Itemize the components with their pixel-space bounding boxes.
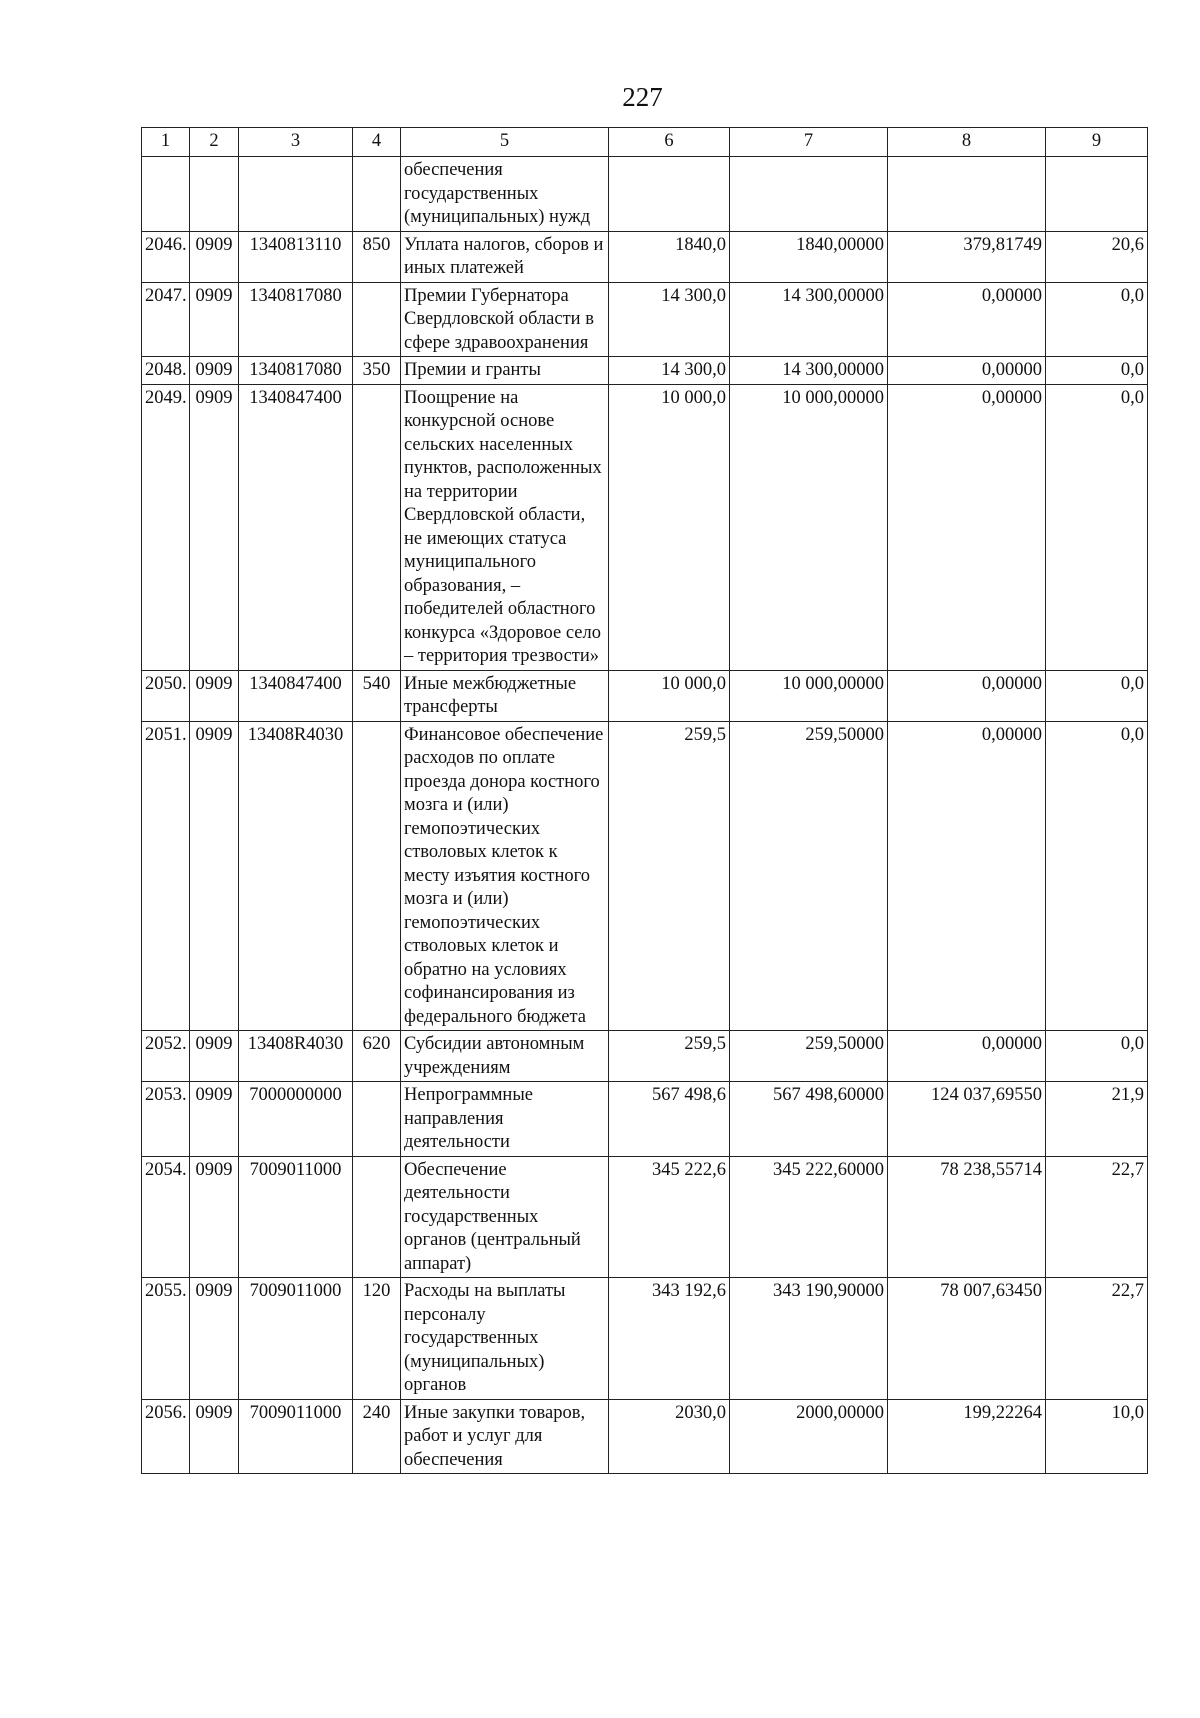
header-col-4: 4 — [353, 128, 401, 157]
value-col-6: 259,5 — [609, 1031, 730, 1082]
expense-type-code — [353, 721, 401, 1031]
value-col-8: 78 007,63450 — [888, 1278, 1046, 1400]
expense-type-code: 350 — [353, 357, 401, 385]
value-col-9: 0,0 — [1046, 670, 1148, 721]
section-code: 0909 — [190, 282, 239, 357]
row-number: 2051. — [142, 721, 190, 1031]
expense-type-code: 620 — [353, 1031, 401, 1082]
table-body — [142, 157, 1148, 1474]
row-number: 2046. — [142, 231, 190, 282]
value-col-6: 2030,0 — [609, 1399, 730, 1474]
value-col-9: 0,0 — [1046, 721, 1148, 1031]
value-col-7: 345 222,60000 — [730, 1156, 888, 1278]
row-number: 2048. — [142, 357, 190, 385]
value-col-6: 10 000,0 — [609, 670, 730, 721]
value-col-9: 0,0 — [1046, 1031, 1148, 1082]
row-number: 2052. — [142, 1031, 190, 1082]
expense-type-code: 240 — [353, 1399, 401, 1474]
target-article-code: 13408R4030 — [239, 721, 353, 1031]
expense-type-code — [353, 157, 401, 232]
value-col-7: 343 190,90000 — [730, 1278, 888, 1400]
section-code: 0909 — [190, 231, 239, 282]
section-code: 0909 — [190, 1278, 239, 1400]
value-col-6: 259,5 — [609, 721, 730, 1031]
table-row — [142, 231, 1148, 282]
value-col-6: 343 192,6 — [609, 1278, 730, 1400]
value-col-7 — [730, 157, 888, 232]
section-code: 0909 — [190, 721, 239, 1031]
header-col-5: 5 — [401, 128, 609, 157]
section-code: 0909 — [190, 1156, 239, 1278]
table-row — [142, 670, 1148, 721]
value-col-8: 0,00000 — [888, 1031, 1046, 1082]
section-code: 0909 — [190, 384, 239, 670]
value-col-9: 22,7 — [1046, 1278, 1148, 1400]
row-number — [142, 157, 190, 232]
value-col-7: 259,50000 — [730, 721, 888, 1031]
item-name: Поощрение на конкурсной основе сельских населенных пунктов, расположенных на территории Свердловской области, не имеющих статуса муниципального образования, – победителей областного конкурса «Здоровое село – территория трезвости» — [401, 384, 609, 670]
header-row — [142, 128, 1148, 157]
row-number: 2050. — [142, 670, 190, 721]
section-code: 0909 — [190, 1082, 239, 1157]
value-col-7: 14 300,00000 — [730, 357, 888, 385]
value-col-6 — [609, 157, 730, 232]
target-article-code: 1340817080 — [239, 357, 353, 385]
value-col-8: 0,00000 — [888, 282, 1046, 357]
section-code: 0909 — [190, 1031, 239, 1082]
expense-type-code — [353, 282, 401, 357]
item-name: Иные межбюджетные трансферты — [401, 670, 609, 721]
header-col-3: 3 — [239, 128, 353, 157]
value-col-6: 1840,0 — [609, 231, 730, 282]
table-row — [142, 721, 1148, 1031]
row-number: 2056. — [142, 1399, 190, 1474]
value-col-9: 21,9 — [1046, 1082, 1148, 1157]
item-name: обеспечения государственных (муниципальных) нужд — [401, 157, 609, 232]
table-row — [142, 1278, 1148, 1400]
row-number: 2047. — [142, 282, 190, 357]
value-col-8: 78 238,55714 — [888, 1156, 1046, 1278]
value-col-8: 379,81749 — [888, 231, 1046, 282]
section-code: 0909 — [190, 670, 239, 721]
expense-type-code — [353, 384, 401, 670]
row-number: 2053. — [142, 1082, 190, 1157]
header-col-1: 1 — [142, 128, 190, 157]
target-article-code: 7000000000 — [239, 1082, 353, 1157]
table-row — [142, 1031, 1148, 1082]
item-name: Обеспечение деятельности государственных органов (центральный аппарат) — [401, 1156, 609, 1278]
row-number: 2055. — [142, 1278, 190, 1400]
section-code: 0909 — [190, 1399, 239, 1474]
value-col-9: 0,0 — [1046, 384, 1148, 670]
value-col-9: 20,6 — [1046, 231, 1148, 282]
target-article-code: 1340813110 — [239, 231, 353, 282]
expense-type-code: 540 — [353, 670, 401, 721]
value-col-8: 0,00000 — [888, 721, 1046, 1031]
expense-type-code — [353, 1156, 401, 1278]
value-col-6: 14 300,0 — [609, 282, 730, 357]
item-name: Уплата налогов, сборов и иных платежей — [401, 231, 609, 282]
target-article-code: 1340817080 — [239, 282, 353, 357]
value-col-9: 22,7 — [1046, 1156, 1148, 1278]
value-col-7: 567 498,60000 — [730, 1082, 888, 1157]
table-row — [142, 384, 1148, 670]
target-article-code: 7009011000 — [239, 1278, 353, 1400]
value-col-8: 199,22264 — [888, 1399, 1046, 1474]
value-col-6: 567 498,6 — [609, 1082, 730, 1157]
header-col-2: 2 — [190, 128, 239, 157]
item-name: Премии Губернатора Свердловской области в сфере здравоохранения — [401, 282, 609, 357]
value-col-7: 10 000,00000 — [730, 670, 888, 721]
table-row — [142, 1399, 1148, 1474]
header-col-6: 6 — [609, 128, 730, 157]
value-col-8: 0,00000 — [888, 670, 1046, 721]
item-name: Непрограммные направления деятельности — [401, 1082, 609, 1157]
header-col-7: 7 — [730, 128, 888, 157]
row-number: 2054. — [142, 1156, 190, 1278]
value-col-9: 10,0 — [1046, 1399, 1148, 1474]
value-col-7: 259,50000 — [730, 1031, 888, 1082]
target-article-code: 7009011000 — [239, 1156, 353, 1278]
value-col-8: 0,00000 — [888, 357, 1046, 385]
expense-type-code: 120 — [353, 1278, 401, 1400]
value-col-8 — [888, 157, 1046, 232]
value-col-6: 345 222,6 — [609, 1156, 730, 1278]
row-number: 2049. — [142, 384, 190, 670]
value-col-8: 124 037,69550 — [888, 1082, 1046, 1157]
value-col-9: 0,0 — [1046, 357, 1148, 385]
target-article-code: 1340847400 — [239, 384, 353, 670]
value-col-9 — [1046, 157, 1148, 232]
target-article-code: 1340847400 — [239, 670, 353, 721]
item-name: Премии и гранты — [401, 357, 609, 385]
table-row — [142, 157, 1148, 232]
table-row — [142, 1156, 1148, 1278]
header-col-8: 8 — [888, 128, 1046, 157]
target-article-code: 13408R4030 — [239, 1031, 353, 1082]
item-name: Субсидии автономным учреждениям — [401, 1031, 609, 1082]
table-row — [142, 282, 1148, 357]
section-code — [190, 157, 239, 232]
value-col-8: 0,00000 — [888, 384, 1046, 670]
value-col-7: 14 300,00000 — [730, 282, 888, 357]
value-col-6: 14 300,0 — [609, 357, 730, 385]
table-row — [142, 1082, 1148, 1157]
value-col-7: 2000,00000 — [730, 1399, 888, 1474]
value-col-7: 10 000,00000 — [730, 384, 888, 670]
budget-table — [141, 127, 1148, 1474]
table-row — [142, 357, 1148, 385]
value-col-6: 10 000,0 — [609, 384, 730, 670]
item-name: Иные закупки товаров, работ и услуг для обеспечения — [401, 1399, 609, 1474]
value-col-7: 1840,00000 — [730, 231, 888, 282]
header-col-9: 9 — [1046, 128, 1148, 157]
page-number: 227 — [622, 82, 663, 112]
target-article-code — [239, 157, 353, 232]
expense-type-code — [353, 1082, 401, 1157]
target-article-code: 7009011000 — [239, 1399, 353, 1474]
value-col-9: 0,0 — [1046, 282, 1148, 357]
item-name: Расходы на выплаты персоналу государственных (муниципальных) органов — [401, 1278, 609, 1400]
expense-type-code: 850 — [353, 231, 401, 282]
section-code: 0909 — [190, 357, 239, 385]
item-name: Финансовое обеспечение расходов по оплате проезда донора костного мозга и (или) гемопоэтических стволовых клеток к месту изъятия костного мозга и (или) гемопоэтических стволовых клеток и обратно на условиях софинансирования из федерального бюджета — [401, 721, 609, 1031]
